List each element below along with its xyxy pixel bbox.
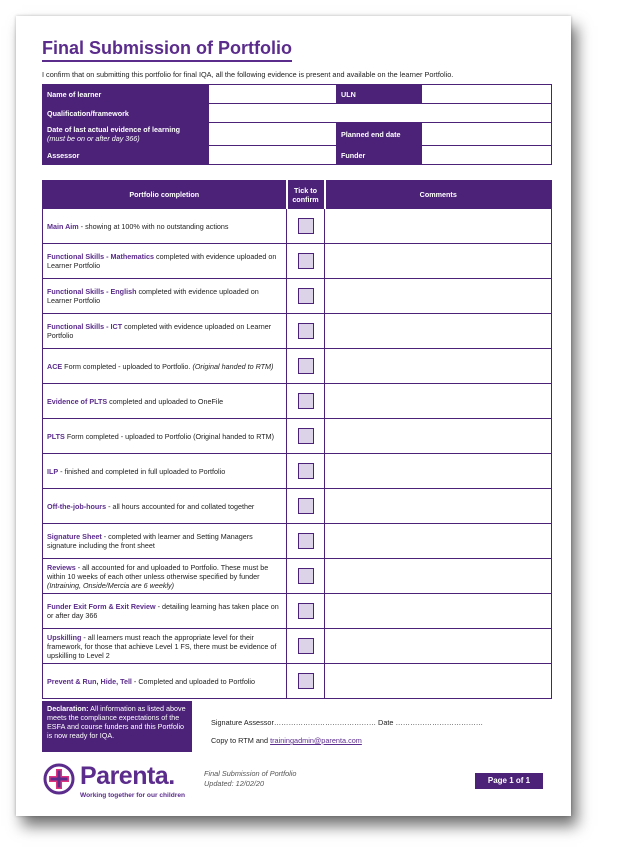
checklist-item-text xyxy=(43,349,287,384)
item-highlight: Funder Exit Form & Exit Review xyxy=(47,602,156,611)
date-last-evidence-label xyxy=(43,123,209,146)
tick-cell xyxy=(287,664,325,699)
comments-cell[interactable] xyxy=(325,209,552,244)
comments-cell[interactable] xyxy=(325,454,552,489)
checklist-row xyxy=(43,524,552,559)
item-description: - all accounted for and uploaded to Portfolio. These must be within 10 weeks of each other unless otherwise specified by funder xyxy=(47,562,269,581)
tick-checkbox[interactable] xyxy=(298,463,314,479)
checklist-row xyxy=(43,384,552,419)
checklist-item-text xyxy=(43,629,287,664)
comments-cell[interactable] xyxy=(325,384,552,419)
tick-cell xyxy=(287,209,325,244)
col-tick-to-confirm: Tick to confirm xyxy=(287,181,325,209)
comments-cell[interactable] xyxy=(325,244,552,279)
item-description: - finished and completed in full uploaded to Portfolio xyxy=(58,466,226,476)
checklist-item-text xyxy=(43,664,287,699)
tick-cell xyxy=(287,279,325,314)
item-prefix: Functional Skills - xyxy=(47,252,111,261)
checklist-item-text xyxy=(43,279,287,314)
item-description: - showing at 100% with no outstanding actions xyxy=(78,221,229,231)
item-highlight: Evidence of PLTS xyxy=(47,396,108,406)
tick-checkbox[interactable] xyxy=(298,568,314,584)
item-highlight: PLTS xyxy=(47,431,65,441)
item-highlight: Main Aim xyxy=(47,221,79,231)
tick-checkbox[interactable] xyxy=(298,288,314,304)
checklist-row xyxy=(43,489,552,524)
document-page xyxy=(16,16,571,816)
date-last-evidence-text: Date of last actual evidence of learning xyxy=(47,125,181,134)
checklist-item-text xyxy=(43,419,287,454)
footer-updated: Updated: 12/02/20 xyxy=(204,779,265,788)
checklist-item-text xyxy=(43,244,287,279)
uln-field[interactable] xyxy=(422,85,552,104)
tick-checkbox[interactable] xyxy=(298,498,314,514)
col-comments: Comments xyxy=(325,181,552,209)
copy-to-line xyxy=(211,736,362,745)
checklist-item-text xyxy=(43,209,287,244)
tick-cell xyxy=(287,489,325,524)
declaration-label: Declaration: xyxy=(47,704,89,713)
tick-cell xyxy=(287,244,325,279)
item-prefix: Functional Skills - xyxy=(47,322,111,331)
tick-cell xyxy=(287,454,325,489)
checklist-item-text xyxy=(43,454,287,489)
checklist-item-text xyxy=(43,314,287,349)
footer-doc-info xyxy=(204,769,296,789)
item-highlight: English xyxy=(110,287,137,296)
item-description: - Completed and uploaded to Portfolio xyxy=(131,676,256,686)
item-description: - all hours accounted for and collated together xyxy=(106,501,255,511)
date-last-evidence-note: (must be on or after day 366) xyxy=(47,134,140,143)
comments-cell[interactable] xyxy=(325,489,552,524)
planned-end-date-field[interactable] xyxy=(422,123,552,146)
item-description: - all learners must reach the appropriate level for their framework, for those that achieve Level 1 FS, there must be evidence of upskilling to Level 2 xyxy=(47,632,277,660)
qualification-field[interactable] xyxy=(209,104,552,123)
checklist-row xyxy=(43,559,552,594)
item-highlight: ILP xyxy=(47,466,59,476)
name-of-learner-field[interactable] xyxy=(209,85,337,104)
learner-info-table xyxy=(42,84,552,165)
funder-field[interactable] xyxy=(422,146,552,165)
tick-checkbox[interactable] xyxy=(298,253,314,269)
checklist-item-text xyxy=(43,559,287,594)
item-highlight: ACE xyxy=(47,361,63,371)
checklist-row xyxy=(43,244,552,279)
tick-checkbox[interactable] xyxy=(298,323,314,339)
comments-cell[interactable] xyxy=(325,664,552,699)
checklist-row xyxy=(43,594,552,629)
declaration-box xyxy=(42,701,192,752)
logo-tagline: Working together for our children xyxy=(80,792,186,799)
page-number-badge: Page 1 of 1 xyxy=(475,773,543,789)
tick-cell xyxy=(287,524,325,559)
page-title: Final Submission of Portfolio xyxy=(42,38,292,62)
item-description: completed with evidence uploaded on Learner Portfolio xyxy=(47,252,277,270)
item-highlight: Signature Sheet xyxy=(47,532,102,541)
item-description: Form completed - uploaded to Portfolio (Original handed to RTM) xyxy=(64,431,275,441)
tick-cell xyxy=(287,594,325,629)
tick-checkbox[interactable] xyxy=(298,358,314,374)
copy-to-text: Copy to RTM and xyxy=(211,736,271,745)
checklist-item-text xyxy=(43,524,287,559)
item-prefix: Functional Skills - xyxy=(47,287,111,296)
tick-checkbox[interactable] xyxy=(298,638,314,654)
checklist-item-text xyxy=(43,489,287,524)
checklist-row xyxy=(43,629,552,664)
item-highlight: Mathematics xyxy=(110,252,155,261)
item-highlight: Off-the-job-hours xyxy=(47,501,107,511)
tick-checkbox[interactable] xyxy=(298,673,314,689)
checklist-item-text xyxy=(43,594,287,629)
planned-end-date-label: Planned end date xyxy=(337,123,422,146)
funder-label: Funder xyxy=(337,146,422,165)
item-description: completed and uploaded to OneFile xyxy=(107,396,224,406)
item-highlight: ICT xyxy=(110,322,123,331)
qualification-label: Qualification/framework xyxy=(43,104,209,123)
tick-cell xyxy=(287,419,325,454)
item-description: Form completed - uploaded to Portfolio. xyxy=(62,361,193,371)
item-note: (Intraining, Onside/Mercia are 6 weekly) xyxy=(47,580,175,590)
uln-label: ULN xyxy=(337,85,422,104)
declaration-text: All information as listed above meets the compliance expectations of the ESFA and course funders and this Portfolio is now ready for IQA. xyxy=(47,704,186,740)
tick-checkbox[interactable] xyxy=(298,428,314,444)
item-description: completed with evidence uploaded on Learner Portfolio xyxy=(47,322,272,340)
checklist-row xyxy=(43,279,552,314)
comments-cell[interactable] xyxy=(325,594,552,629)
comments-cell[interactable] xyxy=(325,419,552,454)
item-highlight: Upskilling xyxy=(47,632,82,642)
checklist-row xyxy=(43,419,552,454)
tick-checkbox[interactable] xyxy=(298,393,314,409)
footer-doc-title: Final Submission of Portfolio xyxy=(204,769,297,778)
date-last-evidence-field[interactable] xyxy=(209,123,337,146)
checklist-row xyxy=(43,664,552,699)
checklist-row xyxy=(43,314,552,349)
tick-checkbox[interactable] xyxy=(298,603,314,619)
comments-cell[interactable] xyxy=(325,559,552,594)
comments-cell[interactable] xyxy=(325,314,552,349)
item-description: - detailing learning has taken place on or after day 366 xyxy=(47,602,279,620)
tick-cell xyxy=(287,559,325,594)
tick-cell xyxy=(287,349,325,384)
item-description: - completed with learner and Setting Managers signature including the front sheet xyxy=(47,532,253,550)
logo-wordmark: Parenta. xyxy=(80,762,175,790)
comments-cell[interactable] xyxy=(325,279,552,314)
assessor-label: Assessor xyxy=(43,146,209,165)
assessor-field[interactable] xyxy=(209,146,337,165)
comments-cell[interactable] xyxy=(325,524,552,559)
training-admin-email-link[interactable]: trainingadmin@parenta.com xyxy=(270,736,362,745)
comments-cell[interactable] xyxy=(325,349,552,384)
item-highlight: Prevent & Run, Hide, Tell xyxy=(47,676,132,686)
tick-checkbox[interactable] xyxy=(298,533,314,549)
signature-line[interactable]: Signature Assessor…………………………………… Date ……………………………… xyxy=(211,718,484,727)
tick-checkbox[interactable] xyxy=(298,218,314,234)
checklist-row xyxy=(43,454,552,489)
parenta-logo xyxy=(42,762,192,808)
name-of-learner-label: Name of learner xyxy=(43,85,209,104)
tick-cell xyxy=(287,384,325,419)
comments-cell[interactable] xyxy=(325,629,552,664)
checklist-row xyxy=(43,349,552,384)
tick-cell xyxy=(287,314,325,349)
col-portfolio-completion: Portfolio completion xyxy=(43,181,287,209)
tick-cell xyxy=(287,629,325,664)
checklist-row xyxy=(43,209,552,244)
parenta-cross-logo-icon xyxy=(42,762,76,796)
intro-text: I confirm that on submitting this portfolio for final IQA, all the following evidence is present and available on the learner Portfolio. xyxy=(42,70,454,79)
checklist-item-text xyxy=(43,384,287,419)
item-highlight: Reviews xyxy=(47,562,76,572)
portfolio-checklist-table xyxy=(42,180,552,699)
item-note: (Original handed to RTM) xyxy=(192,361,274,371)
item-description: completed with evidence uploaded on Learner Portfolio xyxy=(47,287,259,305)
